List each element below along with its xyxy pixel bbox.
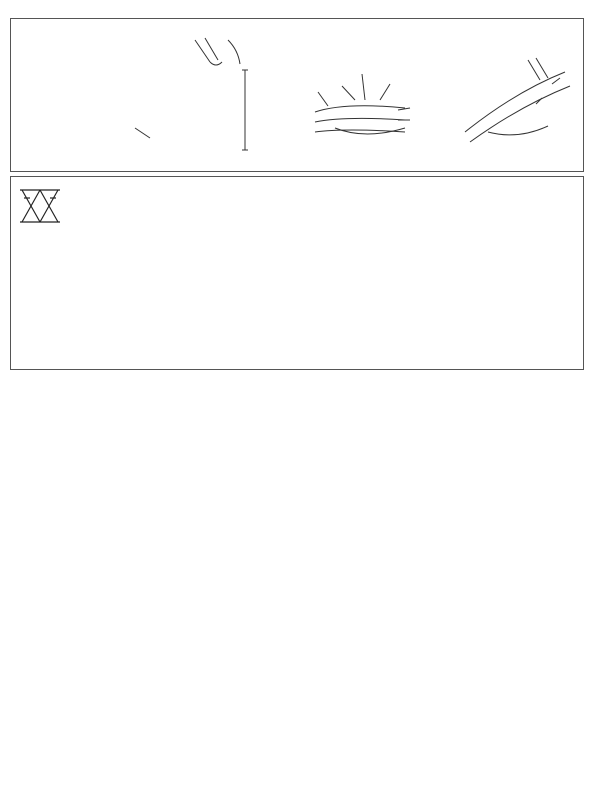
cross-stitch-panel: [10, 176, 584, 370]
stitch-names-panel: [10, 18, 584, 172]
